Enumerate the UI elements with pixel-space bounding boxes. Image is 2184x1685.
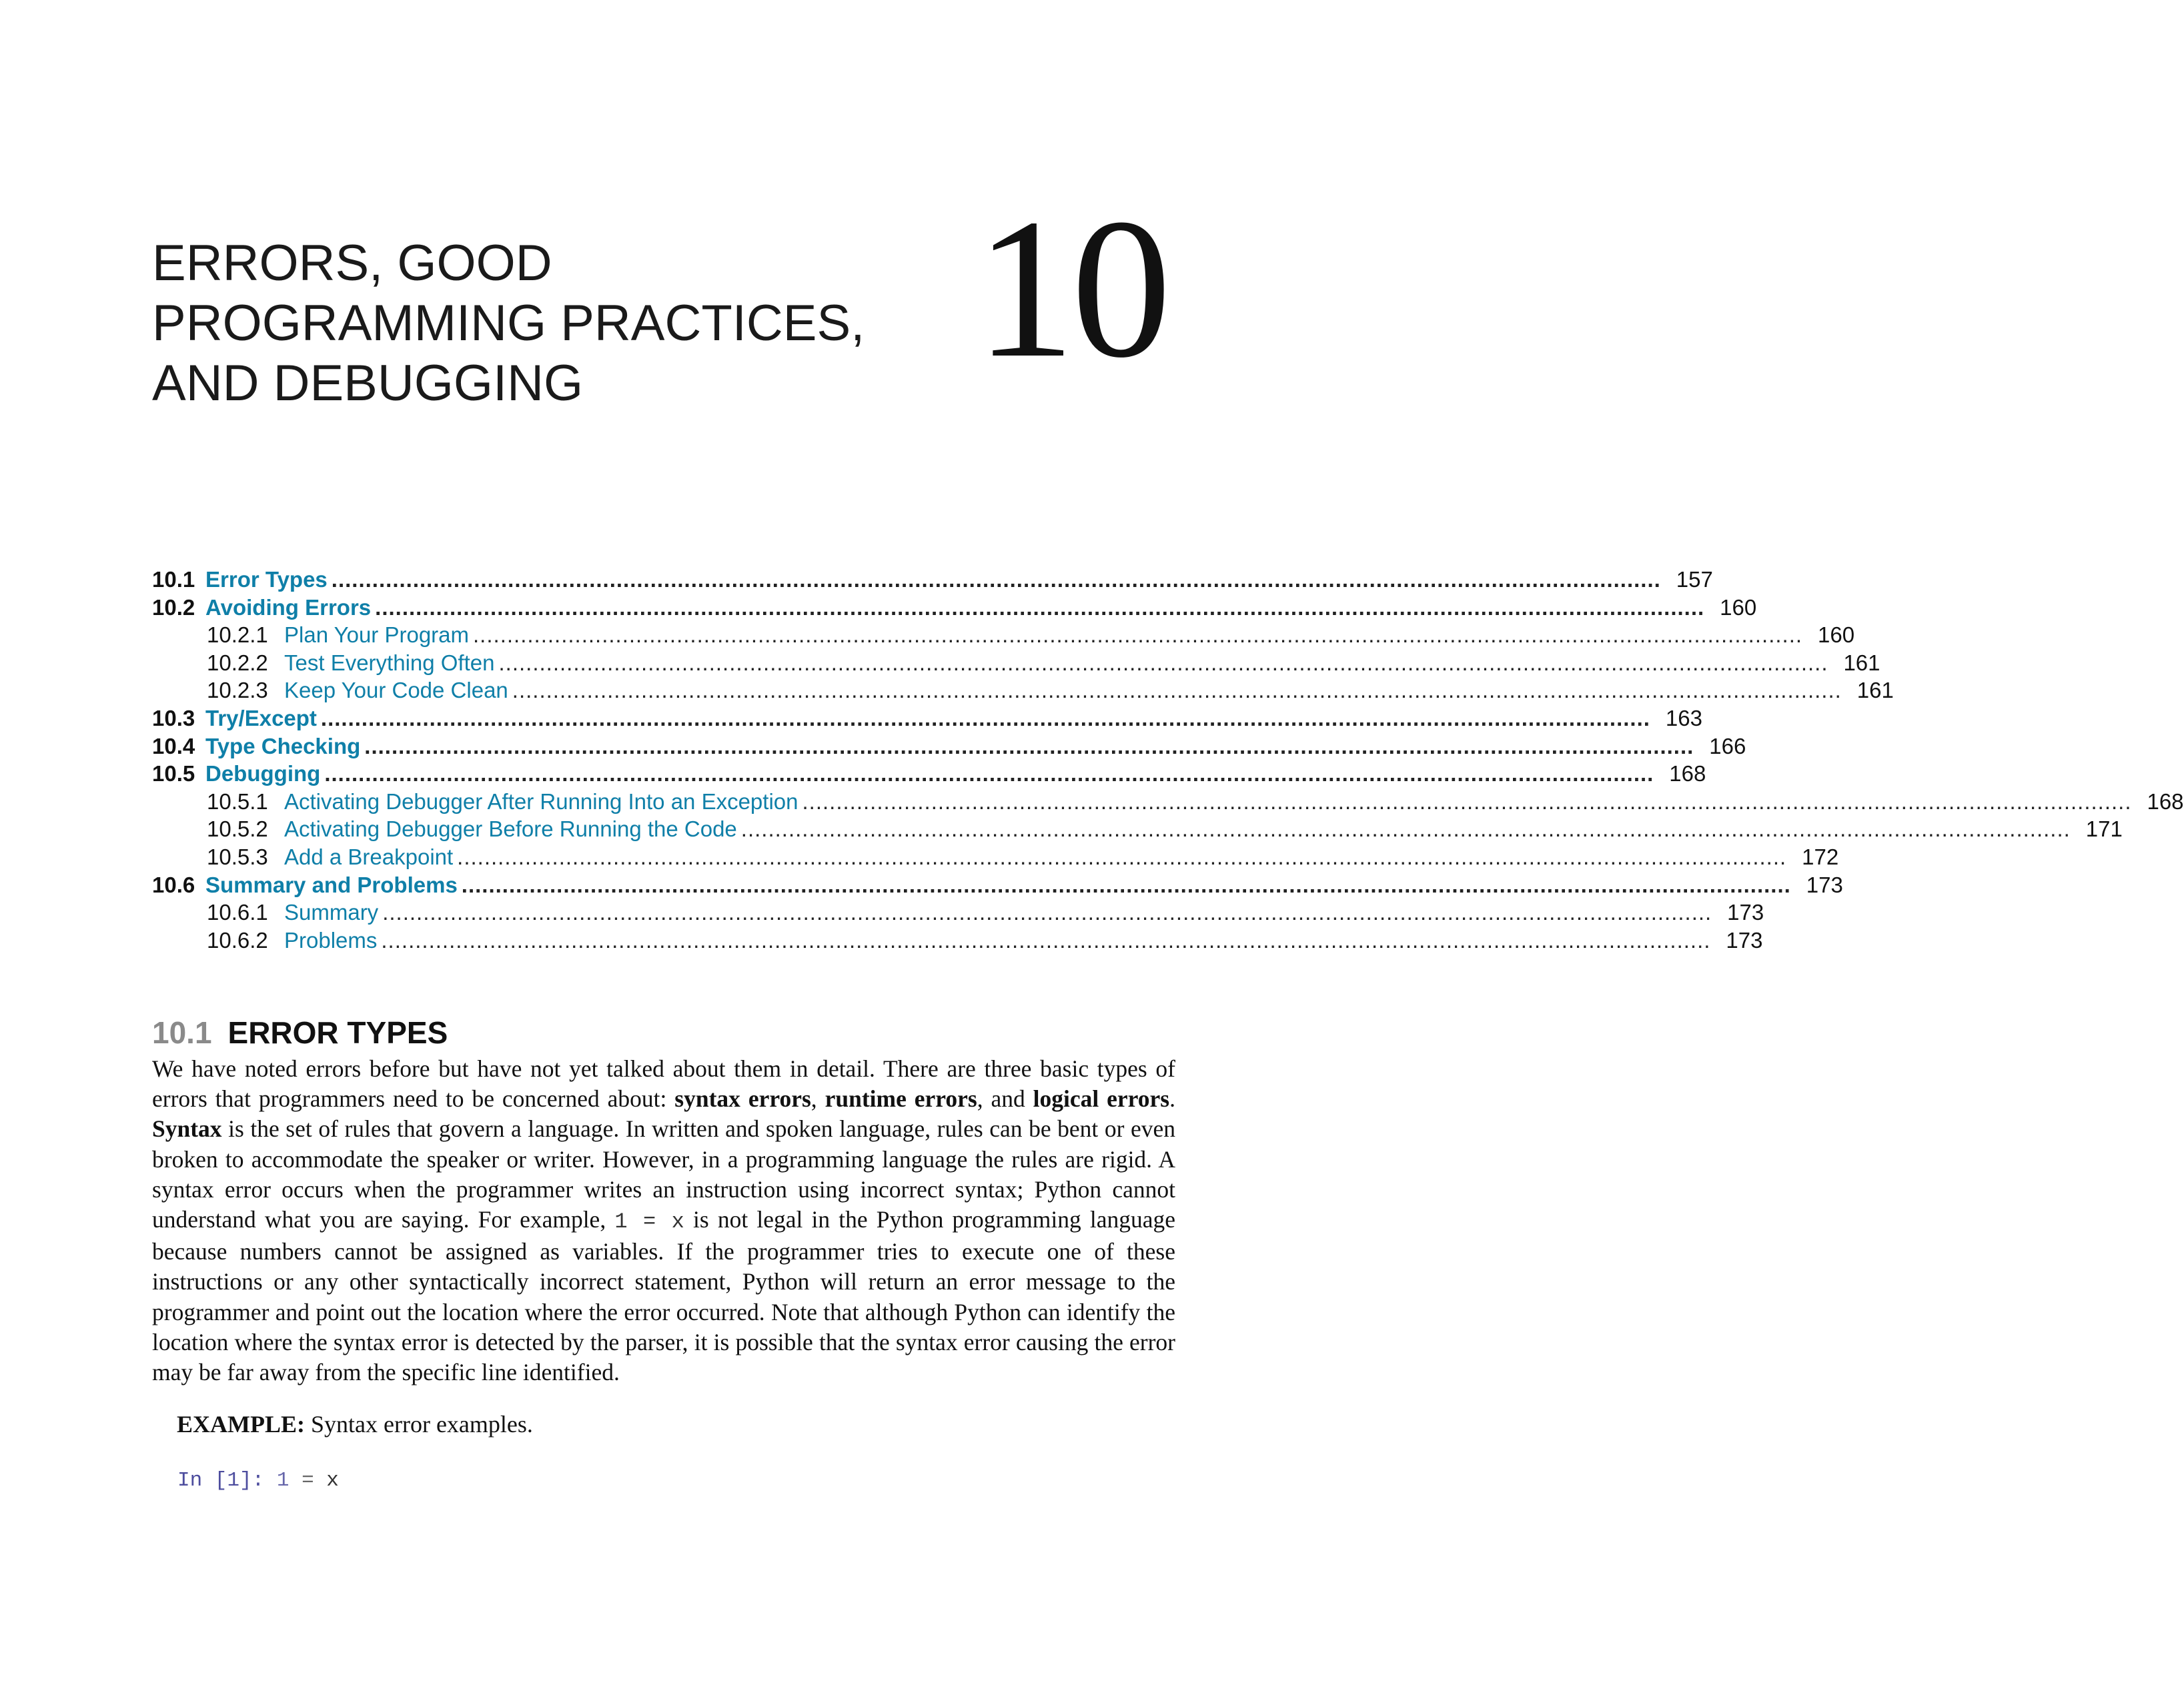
toc-entry-number: 10.3 [152,705,195,730]
toc-entry-link[interactable]: Summary and Problems [205,872,458,897]
toc-leader-dots: .................................................................................................................................................................................................... [740,816,2071,842]
toc-leader-dots: .................................................................................................................................................................................................... [331,567,1661,592]
toc-entry-page: 171 [2085,816,2123,842]
toc-leader-dots: .................................................................................................................................................................................................... [802,788,2132,814]
toc-entry-number: 10.6.2 [207,927,268,953]
text-run: is not legal in the Python programming language because numbers cannot be assigned as variables. If the programmer tries to execute one of these instructions or any other syntactically incorrect statement, Python will return an error message to the programmer and point out the location where the error occurred. Note that although Python can identify the location where the syntax error is detected by the parser, it is possible that the syntax error causing the error may be far away from the specific line identified. [152,1206,1176,1386]
toc-entry-link[interactable]: Activating Debugger After Running Into an Exception [284,788,798,814]
toc-entry[interactable] [152,843,1839,871]
toc-entry-page: 157 [1676,567,1713,592]
toc-entry-page: 161 [1843,650,1880,675]
toc-entry-link[interactable]: Problems [284,927,378,953]
toc-leader-dots: .................................................................................................................................................................................................... [498,650,1828,675]
toc-entry-page: 160 [1720,594,1757,620]
toc-entry[interactable] [152,704,1702,732]
term-runtime-errors: runtime errors [825,1085,977,1113]
toc-leader-dots: .................................................................................................................................................................................................... [381,927,1711,953]
chapter-title-line: ERRORS, GOOD [152,235,552,292]
toc-entry[interactable] [152,649,1880,677]
toc-entry[interactable] [152,899,1764,927]
code-variable: x [326,1469,339,1492]
toc-entry-page: 163 [1665,705,1702,730]
text-run: , and [977,1085,1033,1113]
chapter-number: 10 [975,177,1167,399]
body-paragraph [152,1054,1175,1387]
toc-leader-dots: .................................................................................................................................................................................................... [512,678,1842,703]
toc-entry-page: 166 [1709,733,1746,758]
toc-entry-link[interactable]: Try/Except [205,705,317,730]
toc-entry-page: 160 [1817,622,1855,648]
toc-entry[interactable] [152,621,1855,649]
toc-leader-dots: .................................................................................................................................................................................................... [382,900,1712,925]
toc-entry-number: 10.2.1 [207,622,268,648]
inline-code: 1 = x [614,1209,684,1235]
chapter-title-line: PROGRAMMING PRACTICES, [152,295,865,352]
toc-entry-number: 10.6.1 [207,900,268,925]
text-run: is the set of rules that govern a language. In written and spoken language, rules can be bent or even broken to accommodate the speaker or writer. However, in a programming language the rules are rigid. A syntax error occurs when the programmer writes an instruction using incorrect syntax; Python cannot understand what you are saying. For example, [152,1115,1175,1233]
toc-entry-link[interactable]: Keep Your Code Clean [284,678,508,703]
example-text: Syntax error examples. [305,1411,533,1438]
section-title: ERROR TYPES [227,1015,448,1050]
toc-entry-number: 10.1 [152,567,195,592]
toc-entry-page: 168 [1669,761,1706,786]
toc-entry[interactable] [152,676,1894,704]
code-cell [177,1468,339,1494]
section-number: 10.1 [152,1015,212,1050]
toc-entry[interactable] [152,732,1746,760]
example-caption [177,1409,533,1440]
toc-entry-number: 10.5 [152,761,195,786]
toc-entry-number: 10.2.3 [207,678,268,703]
toc-entry[interactable] [152,815,2123,843]
text-run: . [1169,1085,1175,1113]
toc-leader-dots: .................................................................................................................................................................................................... [324,761,1654,786]
toc-entry-number: 10.5.1 [207,788,268,814]
table-of-contents [152,566,2184,954]
toc-entry-link[interactable]: Type Checking [205,733,361,758]
toc-entry[interactable] [152,788,2184,816]
section-heading [152,1013,448,1053]
toc-entry-number: 10.2 [152,594,195,620]
toc-entry-page: 161 [1856,678,1894,703]
toc-entry-number: 10.5.3 [207,844,268,869]
example-label: EXAMPLE: [177,1411,305,1438]
toc-leader-dots: .................................................................................................................................................................................................... [473,622,1803,648]
toc-entry-number: 10.5.2 [207,816,268,842]
toc-entry[interactable] [152,594,1757,622]
toc-leader-dots: .................................................................................................................................................................................................... [320,705,1650,730]
toc-entry-page: 173 [1726,927,1763,953]
toc-entry-number: 10.6 [152,872,195,897]
term-logical-errors: logical errors [1033,1085,1170,1113]
toc-entry[interactable] [152,566,1713,594]
code-operator: = [302,1469,314,1492]
toc-entry-link[interactable]: Debugging [205,761,321,786]
toc-leader-dots: .................................................................................................................................................................................................... [364,733,1694,758]
toc-entry-number: 10.4 [152,733,195,758]
toc-entry-page: 173 [1806,872,1843,897]
toc-entry-link[interactable]: Add a Breakpoint [284,844,454,869]
chapter-title [152,233,865,414]
term-syntax: Syntax [152,1115,222,1143]
toc-entry-page: 172 [1802,844,1839,869]
toc-entry[interactable] [152,760,1706,788]
toc-entry-page: 173 [1727,900,1764,925]
toc-entry-link[interactable]: Activating Debugger Before Running the Code [284,816,737,842]
toc-leader-dots: .................................................................................................................................................................................................... [461,872,1791,897]
toc-entry-link[interactable]: Summary [284,900,379,925]
code-number: 1 [276,1469,290,1492]
toc-entry-link[interactable]: Test Everything Often [284,650,495,675]
toc-leader-dots: .................................................................................................................................................................................................... [375,594,1705,620]
term-syntax-errors: syntax errors [674,1085,811,1113]
chapter-title-line: AND DEBUGGING [152,355,584,412]
toc-entry-number: 10.2.2 [207,650,268,675]
toc-entry-page: 168 [2147,788,2184,814]
text-run: We have noted errors before but have not yet talked about them in detail. There are three basic types of errors that programmers need to be concerned about: [152,1055,1175,1113]
toc-entry-link[interactable]: Plan Your Program [284,622,470,648]
toc-entry-link[interactable]: Error Types [205,567,328,592]
text-run: , [810,1085,825,1113]
toc-entry[interactable] [152,927,1763,955]
toc-leader-dots: .................................................................................................................................................................................................... [457,844,1787,869]
code-prompt: In [1]: [177,1469,265,1492]
toc-entry[interactable] [152,871,1843,899]
toc-entry-link[interactable]: Avoiding Errors [205,594,372,620]
